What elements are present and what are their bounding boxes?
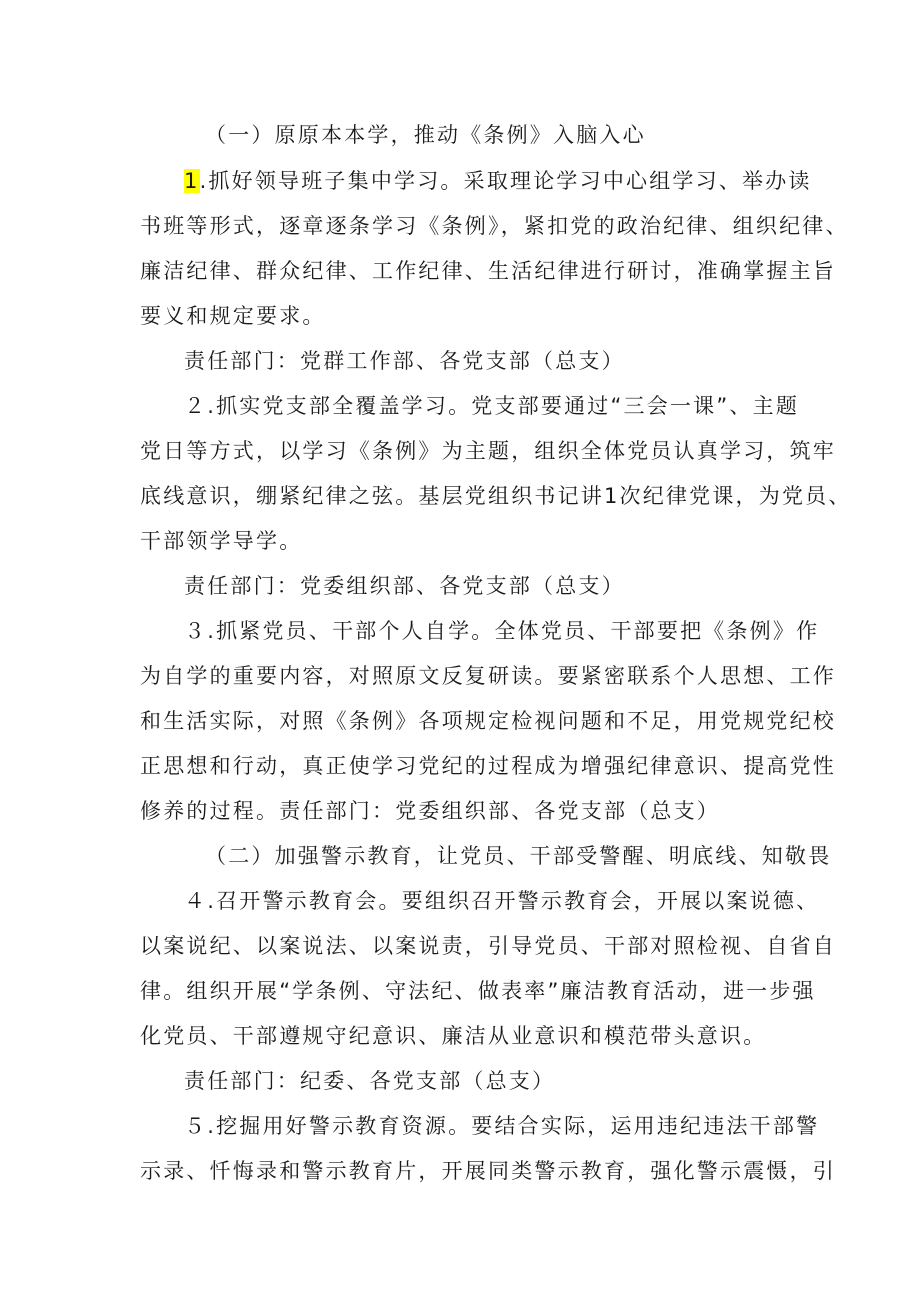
responsible-department: 责任部门：纪委、各党支部（总支）: [184, 1069, 556, 1093]
paragraph-line: 底线意识，绷紧纪律之弦。基层党组织书记讲1次纪律党课，为党员、: [140, 484, 852, 508]
paragraph-line: 律。组织开展“学条例、守法纪、做表率”廉洁教育活动，进一步强: [140, 979, 816, 1003]
paragraph-line: 修养的过程。责任部门：党委组织部、各党支部（总支）: [140, 799, 720, 823]
item-1-first-line: [184, 166, 812, 196]
paragraph-line: 化党员、干部遵规守纪意识、廉洁从业意识和模范带头意识。: [140, 1024, 767, 1048]
paragraph-line: 干部领学导学。: [140, 529, 303, 553]
item-1-text: .抓好领导班子集中学习。采取理论学习中心组学习、举办读: [199, 169, 812, 193]
paragraph-line: 示录、忏悔录和警示教育片，开展同类警示教育，强化警示震慑，引: [140, 1159, 836, 1183]
paragraph-line: 党日等方式，以学习《条例》为主题，组织全体党员认真学习，筑牢: [140, 439, 836, 463]
highlighted-number: 1: [184, 169, 200, 193]
paragraph-line: 书班等形式，逐章逐条学习《条例》，紧扣党的政治纪律、组织纪律、: [140, 214, 849, 238]
section-heading-2: （二）加强警示教育，让党员、干部受警醒、明底线、知敬畏: [205, 844, 832, 868]
responsible-department: 责任部门：党委组织部、各党支部（总支）: [184, 574, 625, 598]
item-3-first-line: ３.抓紧党员、干部个人自学。全体党员、干部要把《条例》作: [184, 619, 820, 643]
item-5-first-line: ５.挖掘用好警示教育资源。要结合实际，运用违纪违法干部警: [184, 1114, 820, 1138]
item-4-first-line: ４.召开警示教育会。要组织召开警示教育会，开展以案说德、: [184, 889, 820, 913]
paragraph-line: 为自学的重要内容，对照原文反复研读。要紧密联系个人思想、工作: [140, 664, 836, 688]
paragraph-line: 正思想和行动，真正使学习党纪的过程成为增强纪律意识、提高党性: [140, 754, 836, 778]
paragraph-line: 和生活实际，对照《条例》各项规定检视问题和不足，用党规党纪校: [140, 709, 836, 733]
responsible-department: 责任部门：党群工作部、各党支部（总支）: [184, 349, 625, 373]
section-heading-1: （一）原原本本学，推动《条例》入脑入心: [205, 123, 646, 147]
paragraph-line: 以案说纪、以案说法、以案说责，引导党员、干部对照检视、自省自: [140, 934, 836, 958]
item-2-first-line: ２.抓实党支部全覆盖学习。党支部要通过“三会一课”、主题: [184, 394, 800, 418]
paragraph-line: 要义和规定要求。: [140, 304, 326, 328]
paragraph-line: 廉洁纪律、群众纪律、工作纪律、生活纪律进行研讨，准确掌握主旨: [140, 259, 836, 283]
